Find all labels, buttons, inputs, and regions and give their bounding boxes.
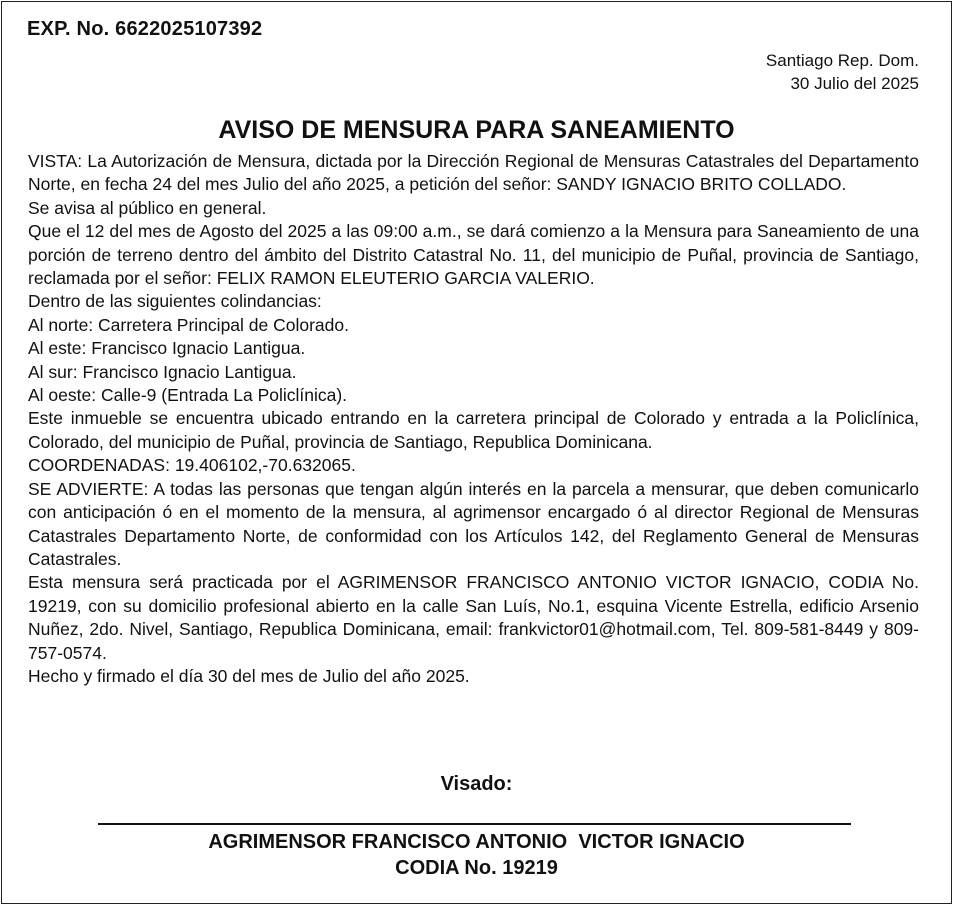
place-date-block xyxy=(766,49,919,95)
signature-name: AGRIMENSOR FRANCISCO ANTONIO VICTOR IGNACIO xyxy=(208,831,745,853)
paragraph-aviso: Se avisa al público en general. xyxy=(28,197,267,218)
legal-notice xyxy=(1,1,952,904)
boundary-north: Al norte: Carretera Principal de Colorado. xyxy=(28,314,349,335)
notice-title: AVISO DE MENSURA PARA SANEAMIENTO xyxy=(218,116,735,144)
boundary-south: Al sur: Francisco Ignacio Lantigua. xyxy=(28,361,297,382)
expedient-number: EXP. No. 6622025107392 xyxy=(27,18,263,40)
paragraph-surveyor: Esta mensura será practicada por el AGRIMENSOR FRANCISCO ANTONIO VICTOR IGNACIO, CODIA No. 19219, con su domicilio profesional abierto en la calle San Luís, No.1, esquina Vicente Estrella, edificio Arsenio Nuñez, 2do. Nivel, Santiago, Republica Dominicana, email: frankvictor01@hotmail.com, Tel. 809-581-8449 y 809-757-0574. xyxy=(28,572,919,663)
paragraph-advertencia: SE ADVIERTE: A todas las personas que tengan algún interés en la parcela a mensurar, que deben comunicarlo con anticipación ó en el momento de la mensura, al agrimensor encargado ó al director Regional de Mensuras Catastrales Departamento Norte, de conformidad con los Artículos 142, del Reglamento General de Mensuras Catastrales. xyxy=(28,478,919,569)
paragraph-location: Este inmueble se encuentra ubicado entrando en la carretera principal de Colorado y entrada a la Policlínica, Colorado, del municipio de Puñal, provincia de Santiago, Republica Dominicana. xyxy=(28,408,919,452)
boundary-east: Al este: Francisco Ignacio Lantigua. xyxy=(28,338,306,359)
signature-line xyxy=(98,823,851,825)
paragraph-vista: VISTA: La Autorización de Mensura, dictada por la Dirección Regional de Mensuras Catastrales del Departamento Norte, en fecha 24 del mes Julio del año 2025, a petición del señor: SANDY IGNACIO BRITO COLLADO. xyxy=(28,151,919,195)
place: Santiago Rep. Dom. xyxy=(765,51,919,70)
signature-block xyxy=(2,829,951,881)
paragraph-mensura-date: Que el 12 del mes de Agosto del 2025 a las 09:00 a.m., se dará comienzo a la Mensura para Saneamiento de una porción de terreno dentro del ámbito del Distrito Catastral No. 11, del municipio de Puñal, provincia de Santiago, reclamada por el señor: FELIX RAMON ELEUTERIO GARCIA VALERIO. xyxy=(28,221,919,289)
paragraph-coordinates: COORDENADAS: 19.406102,-70.632065. xyxy=(28,455,356,476)
visado-label: Visado: xyxy=(440,773,513,795)
signature-codia: CODIA No. 19219 xyxy=(395,857,558,879)
paragraph-signed: Hecho y firmado el día 30 del mes de Julio del año 2025. xyxy=(28,665,470,686)
paragraph-colindancias: Dentro de las siguientes colindancias: xyxy=(28,291,322,312)
date: 30 Julio del 2025 xyxy=(790,74,919,93)
notice-body xyxy=(28,150,919,688)
boundary-west: Al oeste: Calle-9 (Entrada La Policlínica). xyxy=(28,385,348,406)
